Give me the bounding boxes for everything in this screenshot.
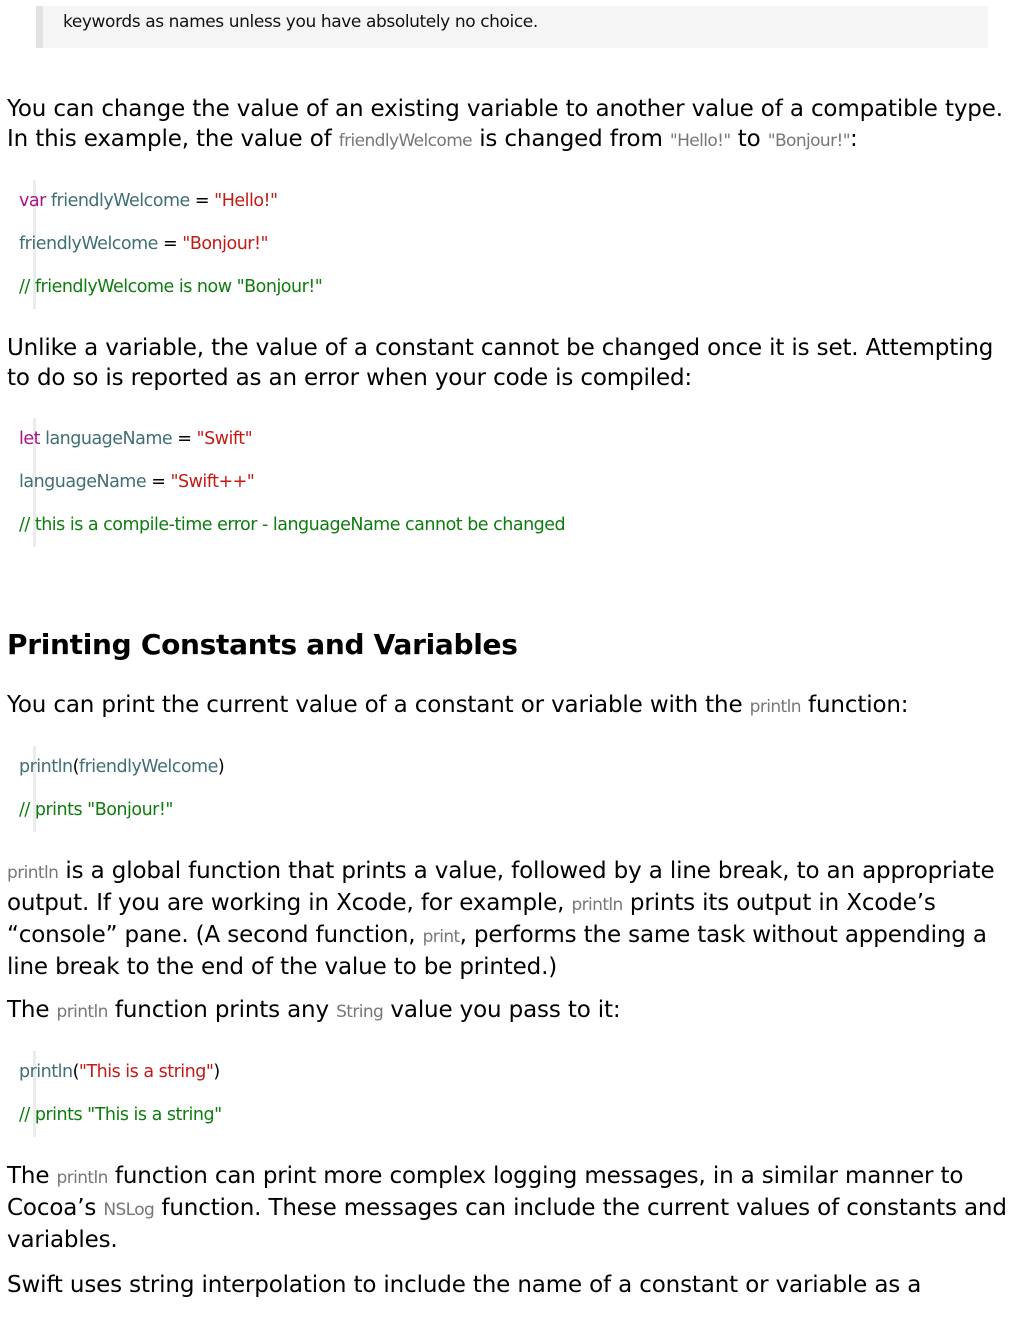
inline-code: NSLog (103, 1200, 155, 1220)
code-line: println("This is a string") (19, 1062, 220, 1082)
paragraph-println-intro: You can print the current value of a constant or variable with the println function: (7, 692, 909, 718)
note-box (36, 6, 988, 48)
code-block-string (19, 1051, 1013, 1137)
paragraph-nslog: The println function can print more complex logging messages, in a similar manner to Cocoa’s NSLog function. These messages can include the current values of constants and variables. (7, 1163, 1007, 1253)
code-line: let languageName = "Swift" (19, 429, 253, 449)
code-line: // prints "This is a string" (19, 1105, 222, 1125)
paragraph-change-variable: You can change the value of an existing variable to another value of a compatible type. In this example, the value of friendlyWelcome is changed from "Hello!" to "Bonjour!": (7, 96, 1003, 152)
inline-code: println (56, 1002, 108, 1022)
note-text: keywords as names unless you have absolutely no choice. (63, 12, 538, 32)
code-block-constant (19, 418, 1013, 547)
inline-code: println (7, 863, 59, 883)
code-line: println(friendlyWelcome) (19, 757, 225, 777)
paragraph-println-string: The println function prints any String value you pass to it: (7, 997, 621, 1023)
code-block-println (19, 746, 1013, 832)
inline-code: println (571, 895, 623, 915)
inline-code: println (749, 697, 801, 717)
section-heading: Printing Constants and Variables (7, 628, 518, 661)
inline-code: print (422, 927, 460, 947)
inline-code: "Hello!" (669, 131, 731, 151)
inline-code: String (336, 1002, 384, 1022)
inline-code: println (56, 1168, 108, 1188)
code-line: friendlyWelcome = "Bonjour!" (19, 234, 269, 254)
inline-code: friendlyWelcome (338, 131, 473, 151)
paragraph-interpolation: Swift uses string interpolation to include the name of a constant or variable as a (7, 1272, 922, 1298)
paragraph-constant: Unlike a variable, the value of a constant cannot be changed once it is set. Attempting to do so is reported as an error when your code is compiled: (7, 335, 994, 391)
code-line: // this is a compile-time error - languageName cannot be changed (19, 515, 566, 535)
paragraph-println-global: println is a global function that prints a value, followed by a line break, to an appropriate output. If you are working in Xcode, for example, println prints its output in Xcode’s “console” pane. (A second function, print, performs the same task without appending a line break to the end of the value to be printed.) (7, 858, 995, 980)
code-line: languageName = "Swift++" (19, 472, 255, 492)
code-line: // friendlyWelcome is now "Bonjour!" (19, 277, 323, 297)
code-line: // prints "Bonjour!" (19, 800, 173, 820)
code-line: var friendlyWelcome = "Hello!" (19, 191, 278, 211)
code-block-variable (19, 180, 1013, 309)
inline-code: "Bonjour!" (767, 131, 850, 151)
